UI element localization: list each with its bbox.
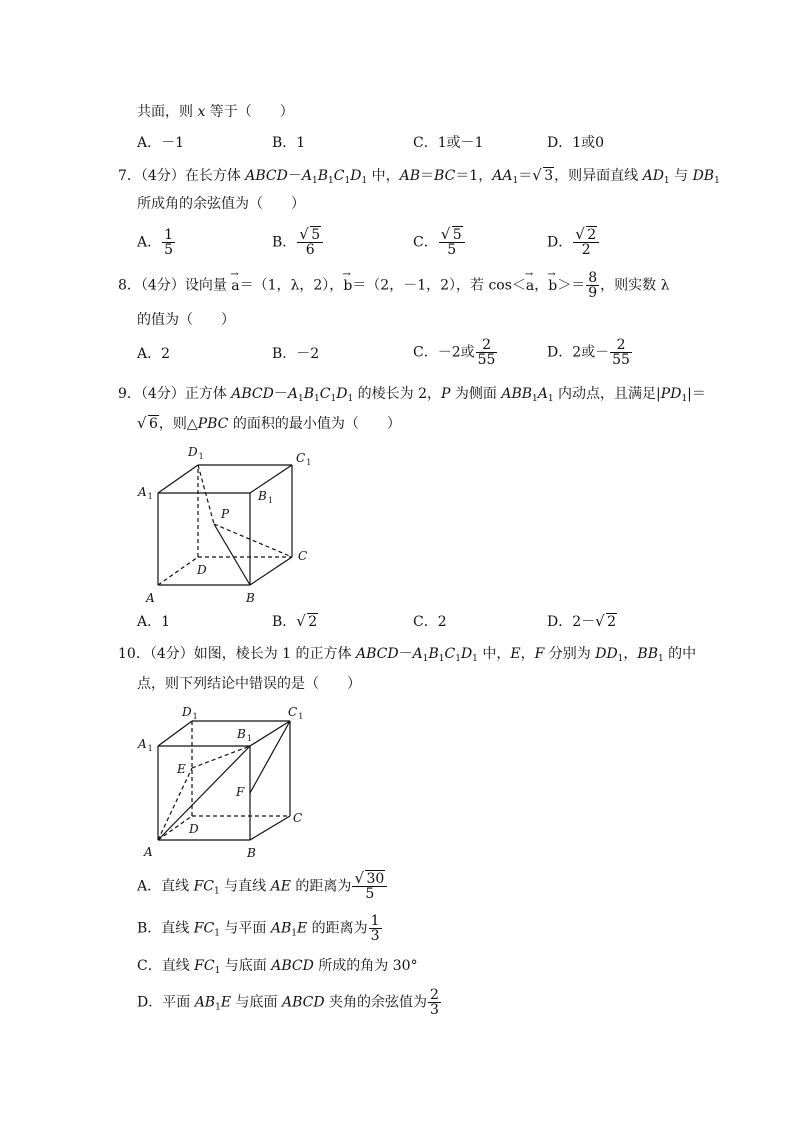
q10-edge-bc (250, 816, 290, 840)
q6-option-a[interactable]: A．－1 (137, 135, 185, 151)
q9-option-d[interactable]: D．2－√ 2 (547, 612, 617, 632)
q9-label-a1: $A_1$ (138, 485, 153, 501)
q10-label-d: D (189, 822, 199, 836)
q6-option-b[interactable]: B．1 (272, 135, 306, 151)
q10-stem-line-1: 10．（4分）如图，棱长为 1 的正方体 $ABCD-A_1B_1C_1D_1$ 中，E，F 分别为 $DD_1$，$BB_1$ 的中 (118, 646, 697, 664)
q10-option-d[interactable]: D．平面 $AB_1E$ 与底面 ABCD 夹角的余弦值为 $\frac{2}{3}$ (137, 987, 439, 1018)
q8-option-c[interactable]: C．－2或 $\frac{2}{55}$ (413, 337, 496, 368)
q8-option-b[interactable]: B．－2 (272, 346, 320, 362)
q10-edge-a1d1 (158, 721, 192, 746)
q9-label-b: B (246, 591, 255, 605)
q9-label-d: D (197, 563, 207, 577)
q10-option-b[interactable]: B．直线 $FC_1$ 与平面 $AB_1E$ 的距离为 $\frac{1}{3}$ (137, 913, 380, 944)
q10-label-a: A (144, 845, 153, 859)
q9-segment-pb (214, 524, 250, 585)
q9-option-c[interactable]: C．2 (413, 614, 447, 630)
q10-edge-b1c1 (250, 721, 290, 746)
q6-option-d[interactable]: D．1或0 (547, 135, 605, 151)
q10-label-b1: $B_1$ (237, 727, 252, 743)
q9-label-p: P (221, 507, 230, 521)
q9-edge-ad (158, 557, 198, 585)
q10-label-b: B (247, 846, 256, 860)
q9-label-c1: $C_1$ (296, 451, 312, 467)
q7-option-b[interactable]: B． √ $\frac{5}{6}$ (272, 228, 324, 257)
q9-edge-b1c1 (250, 465, 292, 493)
q8-option-d[interactable]: D．2或－ $\frac{2}{55}$ (547, 337, 630, 368)
q9-label-d1: $D_1$ (188, 445, 204, 461)
q9-option-a[interactable]: A．1 (137, 614, 171, 630)
q10-label-c1: $C_1$ (288, 705, 304, 721)
q10-segment-eb1 (192, 746, 250, 768)
q6-option-c[interactable]: C．1或－1 (413, 135, 484, 151)
q10-segment-fc1 (250, 721, 290, 793)
q6-stem-tail (137, 102, 294, 122)
q9-edge-a1d1 (158, 465, 198, 493)
q7-stem-line-2: 所成角的余弦值为（ ） (137, 196, 305, 212)
q9-segment-pc (214, 524, 292, 557)
q10-label-a1: $A_1$ (138, 737, 153, 753)
q9-stem-line-2: √ 6，则△PBC 的面积的最小值为（ ） (137, 414, 401, 434)
q9-edge-bc (250, 557, 292, 585)
q9-segment-d1p (198, 465, 214, 524)
q9-label-b1: $B_1$ (258, 489, 273, 505)
q9-option-b[interactable]: B．√ 2 (272, 612, 318, 632)
q10-cube-figure (130, 700, 330, 865)
q7-option-d[interactable]: D． √ $\frac{2}{2}$ (547, 228, 600, 257)
q10-label-f: F (236, 785, 245, 799)
q8-option-a[interactable]: A．2 (137, 346, 171, 362)
q10-stem-line-2: 点，则下列结论中错误的是（ ） (137, 676, 361, 692)
q10-segment-ae (158, 768, 192, 840)
q7-option-c[interactable]: C． √ $\frac{5}{5}$ (413, 228, 466, 257)
q8-stem-line-1: 8．（4分）设向量 → a＝（1，λ，2），→ b＝（2，－1，2），若 cos＜→ a，→ b＞＝ $\frac{8}{9}$ ，则实数 λ (118, 271, 670, 300)
q8-stem-line-2: 的值为（ ） (137, 312, 235, 328)
q10-label-d1: $D_1$ (182, 705, 198, 721)
q7-stem-line-1: 7．（4分）在长方体 $ABCD-A_1B_1C_1D_1$ 中，AB＝BC＝1，$AA_1=√$ 3，则异面直线 $AD_1$ 与 $DB_1$ (118, 166, 720, 191)
q10-label-c: C (293, 811, 303, 825)
q7-option-a[interactable]: A． $\frac{1}{5}$ (137, 227, 174, 258)
q9-label-c: C (298, 549, 308, 563)
q10-label-e: E (177, 762, 186, 776)
q10-edge-ad (158, 816, 192, 840)
q10-option-c[interactable]: C．直线 $FC_1$ 与底面 ABCD 所成的角为 30° (137, 958, 418, 976)
q10-option-a[interactable]: A．直线 $FC_1$ 与直线 AE 的距离为 √ $\frac{30}{5}$ (137, 872, 388, 902)
q9-cube-figure (130, 440, 330, 610)
q6-stem-text: 共面，则 x 等于（ ） (137, 104, 294, 120)
q9-stem-line-1: 9．（4分）正方体 $ABCD-A_1B_1C_1D_1$ 的棱长为 2，P 为侧面 $ABB_1A_1$ 内动点，且满足$|PD_1|=$ (118, 386, 706, 404)
q9-label-a: A (146, 591, 155, 605)
